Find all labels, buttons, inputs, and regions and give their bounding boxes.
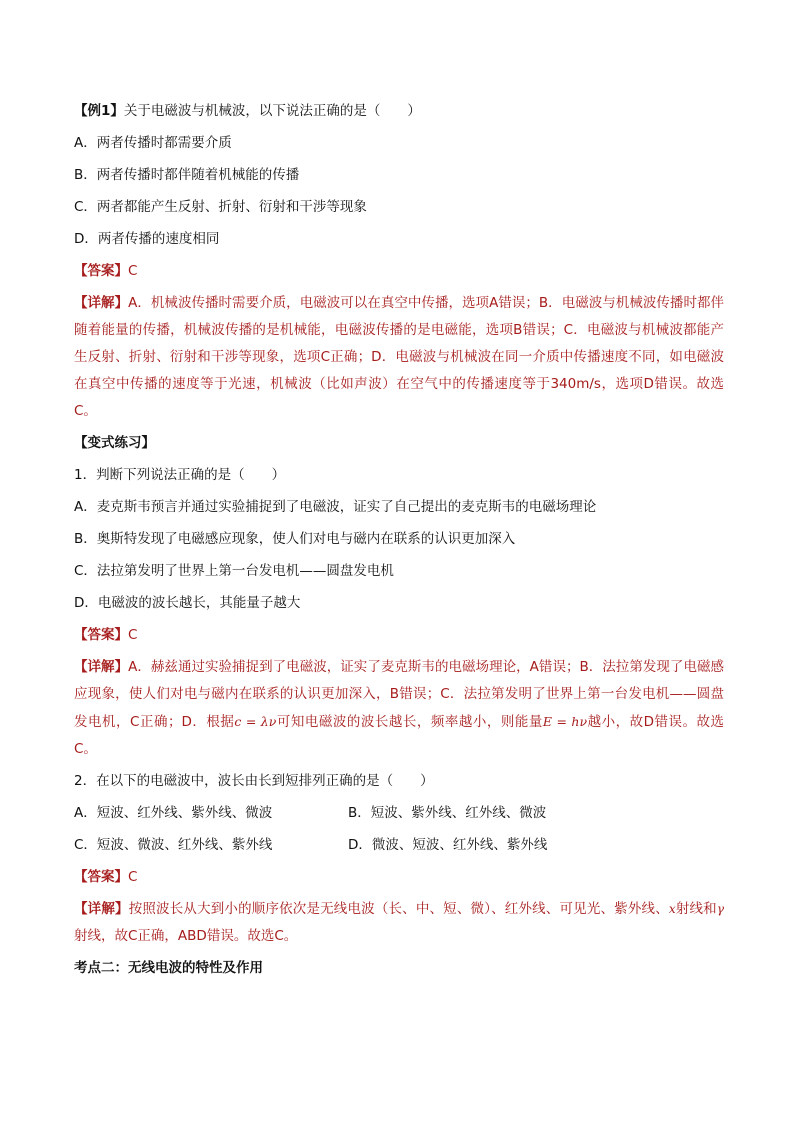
q2-question: 2．在以下的电磁波中，波长由长到短排列正确的是（ ） [74,773,434,789]
option-b: B．两者传播时都伴随着机械能的传播 [74,167,300,183]
detail-text: A．机械波传播时需要介质，电磁波可以在真空中传播，选项A错误；B．电磁波与机械波传播时都伴随着能量的传播，机械波传播的是机械能，电磁波传播的是电磁能，选项B错误；C．电磁波与机械波都能产生反射、折射、衍射和干涉等现象，选项C正确；D．电磁波与机械波在同一介质中传播速度不同，如电磁波在真空中传播的速度等于光速，机械波（比如声波）在空气中的传播速度等于340m/s，选项D错误。故选C。 [74,295,724,419]
q2-answer [74,864,724,891]
question-text: 关于电磁波与机械波，以下说法正确的是（ ） [123,103,421,119]
answer [74,258,724,285]
detail-text-3: 越小，故D错误。故选C。 [74,714,724,757]
q2-option-d: D．微波、短波、红外线、紫外线 [348,837,548,853]
q2-detail [74,896,724,950]
detail-label: 【详解】 [74,659,129,675]
q1-answer [74,622,724,649]
section-title: 考点二：无线电波的特性及作用 [74,960,263,976]
answer-value: C [128,869,138,885]
detail-text-1: 按照波长从大到小的顺序依次是无线电波（长、中、短、微）、红外线、可见光、紫外线、 [128,901,669,917]
practice-heading: 【变式练习】 [74,435,155,451]
document-content [74,98,724,987]
option-a: A．两者传播时都需要介质 [74,135,232,151]
detail-text-3: 射线，故C正确，ABD错误。故选C。 [74,928,298,944]
answer-value: C [128,263,138,279]
q2-option-a: A．短波、红外线、紫外线、微波 [74,805,273,821]
detail-label: 【详解】 [74,295,129,311]
q2-options-row-2 [74,832,724,859]
option-d: D．两者传播的速度相同 [74,231,220,247]
q1-option-c: C．法拉第发明了世界上第一台发电机——圆盘发电机 [74,563,394,579]
answer-label: 【答案】 [74,263,128,279]
q2-options-row-1 [74,800,724,827]
formula-photon-energy: E = hν [542,714,588,729]
answer-label: 【答案】 [74,627,128,643]
q1-option-b: B．奥斯特发现了电磁感应现象，使人们对电与磁内在联系的认识更加深入 [74,531,516,547]
detail-text-1: A．赫兹通过实验捕捉到了电磁波，证实了麦克斯韦的电磁场理论，A错误；B．法拉第发现了电磁感应现象，使人们对电与磁内在联系的认识更加深入，B错误；C．法拉第发明了世界上第一台发电机——圆盘发电机，C正确；D．根据 [74,659,724,730]
formula-wave-speed: c = λν [234,714,277,729]
q2-option-b: B．短波、紫外线、红外线、微波 [348,805,547,821]
detail-text-2: 射线和 [675,901,717,917]
example-label: 【例1】 [74,103,124,119]
q1-option-d: D．电磁波的波长越长，其能量子越大 [74,595,301,611]
q2-option-c: C．短波、微波、红外线、紫外线 [74,837,273,853]
detail-label: 【详解】 [74,901,129,917]
q1-option-a: A．麦克斯韦预言并通过实验捕捉到了电磁波，证实了自己提出的麦克斯韦的电磁场理论 [74,499,597,515]
detail [74,290,724,425]
x-ray-symbol: x [668,902,676,916]
answer-label: 【答案】 [74,869,128,885]
gamma-ray-symbol: γ [716,902,725,916]
q1-detail [74,654,724,763]
option-c: C．两者都能产生反射、折射、衍射和干涉等现象 [74,199,367,215]
q1-question: 1．判断下列说法正确的是（ ） [74,467,286,483]
detail-text-2: 可知电磁波的波长越长，频率越小，则能量 [276,714,543,730]
example-1-question [74,98,724,125]
answer-value: C [128,627,138,643]
